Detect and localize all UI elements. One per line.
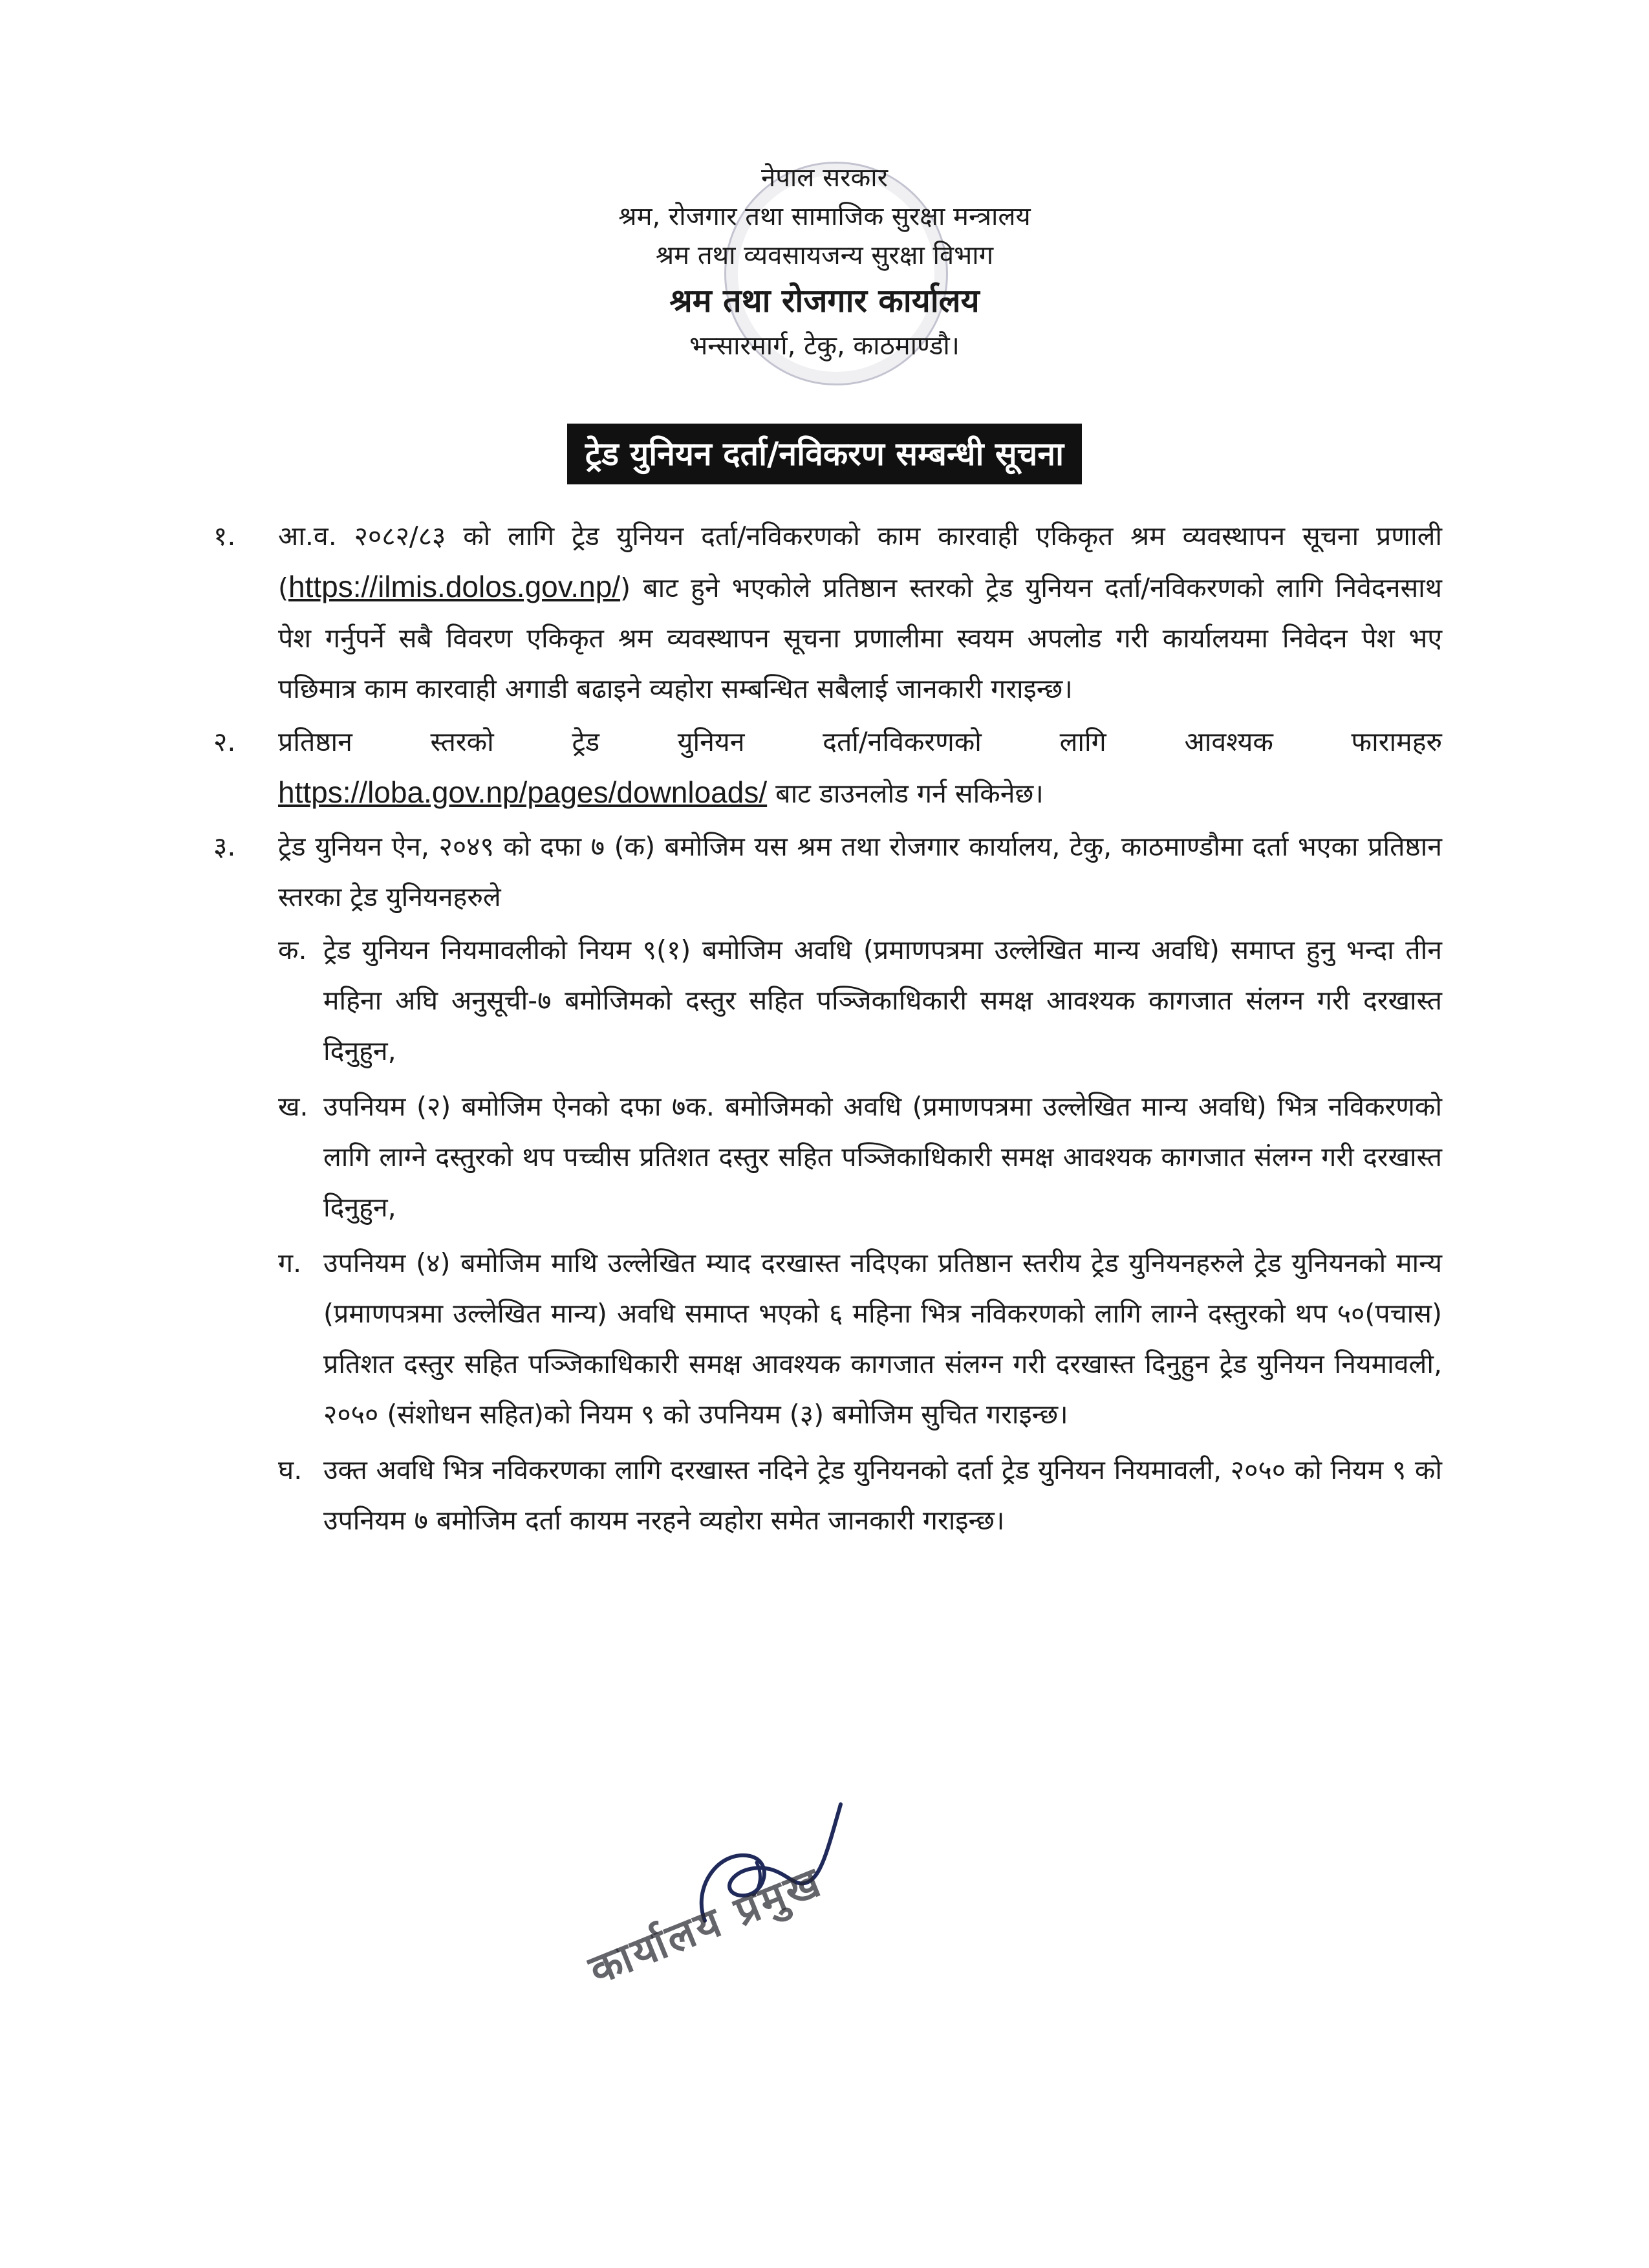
notice-item-1 bbox=[213, 511, 1442, 714]
item-text-after-link: बाट डाउनलोड गर्न सकिनेछ। bbox=[767, 778, 1044, 809]
notice-subitem-kha bbox=[213, 1081, 1442, 1233]
item-text-before-link: प्रतिष्ठान स्तरको ट्रेड युनियन दर्ता/नविकरणको लागि आवश्यक फारामहरु bbox=[278, 726, 1442, 757]
office-head-stamp: कार्यालय प्रमुख bbox=[583, 1857, 830, 1995]
item-text-before-link: आ.व. २०८२/८३ को लागि ट्रेड युनियन दर्ता/नविकरणको काम कारवाही एकिकृत श्रम व्यवस्थापन सूचना प्रणाली ( bbox=[278, 521, 1442, 603]
notice-body bbox=[213, 511, 1442, 1551]
office-address: भन्सारमार्ग, टेकु, काठमाण्डौ। bbox=[689, 331, 960, 361]
notice-subitem-ga bbox=[213, 1238, 1442, 1440]
notice-item-2 bbox=[213, 717, 1442, 819]
subitem-text: ट्रेड युनियन नियमावलीको नियम ९(१) बमोजिम अवधि (प्रमाणपत्रमा उल्लेखित मान्य अवधि) समाप्त हुनु भन्दा तीन महिना अघि अनुसूची-७ बमोजिमको दस्तुर सहित पञ्जिकाधिकारी समक्ष आवश्यक कागजात संलग्न गरी दरखास्त दिनुहुन, bbox=[323, 934, 1442, 1066]
subitem-text: उपनियम (४) बमोजिम माथि उल्लेखित म्याद दरखास्त नदिएका प्रतिष्ठान स्तरीय ट्रेड युनियनहरुले ट्रेड युनियनको मान्य (प्रमाणपत्रमा उल्लेखित मान्य) अवधि समाप्त भएको ६ महिना भित्र नविकरणको लागि लाग्ने दस्तुरको थप ५०(पचास) प्रतिशत दस्तुर सहित पञ्जिकाधिकारी समक्ष आवश्यक कागजात संलग्न गरी दरखास्त दिनुहुन ट्रेड युनियन नियमावली, २०५० (संशोधन सहित)को नियम ९ को उपनियम (३) बमोजिम सुचित गराइन्छ। bbox=[323, 1247, 1442, 1430]
item-text: ट्रेड युनियन ऐन, २०४९ को दफा ७ (क) बमोजिम यस श्रम तथा रोजगार कार्यालय, टेकु, काठमाण्डौमा दर्ता भएका प्रतिष्ठान स्तरका ट्रेड युनियनहरुले bbox=[278, 831, 1442, 913]
item-number: २. bbox=[213, 726, 236, 757]
office-name: श्रम तथा रोजगार कार्यालय bbox=[669, 282, 980, 319]
item-text-after-link: ) बाट हुने भएकोले प्रतिष्ठान स्तरको ट्रेड युनियन दर्ता/नविकरणको लागि निवेदनसाथ पेश गर्नुपर्ने सबै विवरण एकिकृत श्रम व्यवस्थापन सूचना प्रणालीमा स्वयम अपलोड गरी कार्यालयमा निवेदन पेश भए पछिमात्र काम कारवाही अगाडी बढाइने व्यहोरा सम्बन्धित सबैलाई जानकारी गराइन्छ। bbox=[278, 572, 1442, 704]
notice-item-3 bbox=[213, 821, 1442, 922]
notice-subitem-ka bbox=[213, 925, 1442, 1076]
subitem-text: उपनियम (२) बमोजिम ऐनको दफा ७क. बमोजिमको अवधि (प्रमाणपत्रमा उल्लेखित मान्य अवधि) भित्र नविकरणको लागि लाग्ने दस्तुरको थप पच्चीस प्रतिशत दस्तुर सहित पञ्जिकाधिकारी समक्ष आवश्यक कागजात संलग्न गरी दरखास्त दिनुहुन, bbox=[323, 1091, 1442, 1223]
ilmis-link[interactable]: https://ilmis.dolos.gov.np/ bbox=[288, 570, 621, 603]
subitem-text: उक्त अवधि भित्र नविकरणका लागि दरखास्त नदिने ट्रेड युनियनको दर्ता ट्रेड युनियन नियमावली, २०५० को नियम ९ को उपनियम ७ बमोजिम दर्ता कायम नरहने व्यहोरा समेत जानकारी गराइन्छ। bbox=[323, 1454, 1442, 1536]
subitem-number: क. bbox=[278, 934, 307, 966]
subitem-number: ग. bbox=[278, 1247, 302, 1279]
department-name: श्रम तथा व्यवसायजन्य सुरक्षा विभाग bbox=[655, 241, 994, 270]
ministry-name: श्रम, रोजगार तथा सामाजिक सुरक्षा मन्त्रालय bbox=[618, 202, 1031, 232]
letterhead bbox=[0, 158, 1649, 365]
government-name: नेपाल सरकार bbox=[761, 163, 888, 193]
notice-subitem-gha bbox=[213, 1445, 1442, 1546]
notice-title-wrap bbox=[0, 424, 1649, 484]
item-number: १. bbox=[213, 521, 236, 552]
item-number: ३. bbox=[213, 831, 236, 862]
subitem-number: घ. bbox=[278, 1454, 303, 1485]
subitem-number: ख. bbox=[278, 1091, 308, 1122]
loba-downloads-link[interactable]: https://loba.gov.np/pages/downloads/ bbox=[278, 775, 768, 809]
notice-title: ट्रेड युनियन दर्ता/नविकरण सम्बन्धी सूचना bbox=[567, 424, 1082, 484]
